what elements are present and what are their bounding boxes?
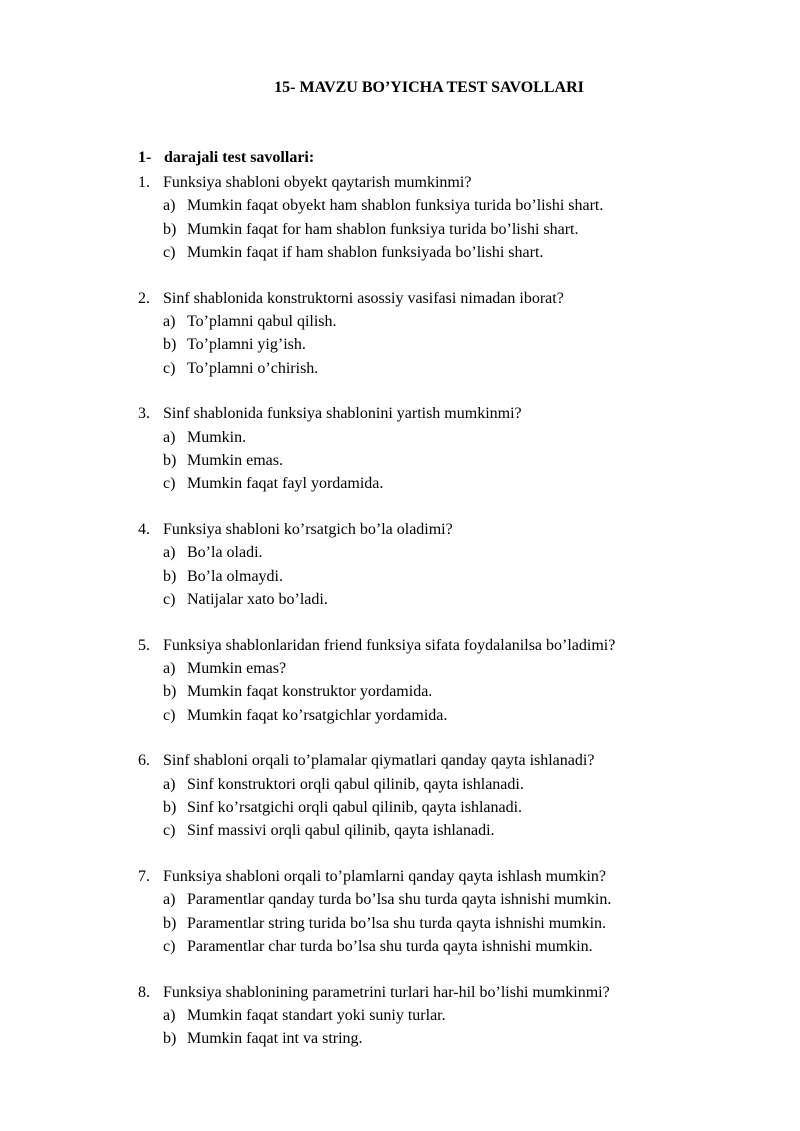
option-text: Mumkin emas? xyxy=(187,660,287,678)
question-number: 5. xyxy=(138,636,150,654)
answer-option xyxy=(138,796,758,819)
option-letter: b) xyxy=(163,914,177,932)
option-text: Sinf massivi orqli qabul qilinib, qayta ishlanadi. xyxy=(187,822,495,840)
answer-option xyxy=(138,912,758,935)
answer-option xyxy=(138,704,758,727)
option-text: Mumkin. xyxy=(187,428,247,446)
option-text: Mumkin faqat for ham shablon funksiya turida bo’lishi shart. xyxy=(187,220,579,238)
option-letter: b) xyxy=(163,336,177,354)
option-letter: a) xyxy=(163,891,176,909)
answer-option xyxy=(138,1027,758,1050)
answer-option xyxy=(138,657,758,680)
answer-option xyxy=(138,541,758,564)
option-text: Mumkin faqat int va string. xyxy=(187,1030,363,1048)
option-text: Bo’la olmaydi. xyxy=(187,567,283,585)
answer-option xyxy=(138,194,758,217)
question-line xyxy=(138,749,758,772)
option-letter: c) xyxy=(163,243,176,261)
option-text: Bo’la oladi. xyxy=(187,544,263,562)
answer-option xyxy=(138,426,758,449)
option-letter: a) xyxy=(163,544,176,562)
question-line xyxy=(138,402,758,425)
question-item xyxy=(138,171,758,264)
question-item xyxy=(138,981,758,1051)
answer-option xyxy=(138,333,758,356)
question-line xyxy=(138,865,758,888)
question-item xyxy=(138,749,758,842)
question-number: 6. xyxy=(138,752,150,770)
option-text: Mumkin faqat konstruktor yordamida. xyxy=(187,683,433,701)
answer-option xyxy=(138,565,758,588)
option-letter: c) xyxy=(163,938,176,956)
option-letter: b) xyxy=(163,1030,177,1048)
question-number: 7. xyxy=(138,868,150,886)
option-letter: c) xyxy=(163,475,176,493)
option-letter: a) xyxy=(163,660,176,678)
question-text: Funksiya shabloni obyekt qaytarish mumkinmi? xyxy=(163,174,472,191)
option-letter: b) xyxy=(163,683,177,701)
question-text: Sinf shablonida konstruktorni asossiy vasifasi nimadan iborat? xyxy=(163,289,564,307)
answer-option xyxy=(138,888,758,911)
option-text: Mumkin emas. xyxy=(187,451,283,469)
option-text: Mumkin faqat standart yoki suniy turlar. xyxy=(187,1007,446,1025)
question-item xyxy=(138,634,758,727)
question-number: 2. xyxy=(138,289,150,307)
section-heading-text: darajali test savollari: xyxy=(164,149,315,166)
option-text: Sinf ko’rsatgichi orqli qabul qilinib, qayta ishlanadi. xyxy=(187,799,523,817)
option-letter: a) xyxy=(163,197,176,215)
answer-option xyxy=(138,310,758,333)
option-letter: a) xyxy=(163,428,176,446)
question-text: Funksiya shabloni ko’rsatgich bo’la oladimi? xyxy=(163,521,453,539)
question-number: 4. xyxy=(138,521,150,539)
question-item xyxy=(138,287,758,380)
option-text: To’plamni yig’ish. xyxy=(187,336,306,354)
option-letter: c) xyxy=(163,706,176,724)
question-text: Funksiya shablonlaridan friend funksiya sifata foydalanilsa bo’ladimi? xyxy=(163,636,616,654)
answer-option xyxy=(138,1004,758,1027)
option-letter: c) xyxy=(163,590,176,608)
option-text: Mumkin faqat if ham shablon funksiyada bo’lishi shart. xyxy=(187,243,544,261)
answer-option xyxy=(138,449,758,472)
question-text: Sinf shablonida funksiya shablonini yartish mumkinmi? xyxy=(163,405,522,423)
answer-option xyxy=(138,680,758,703)
option-letter: c) xyxy=(163,359,176,377)
question-line xyxy=(138,518,758,541)
question-line xyxy=(138,287,758,310)
option-text: Paramentlar string turida bo’lsa shu turda qayta ishnishi mumkin. xyxy=(187,914,607,932)
question-item xyxy=(138,402,758,495)
question-line xyxy=(138,634,758,657)
option-letter: b) xyxy=(163,451,177,469)
answer-option xyxy=(138,773,758,796)
question-line xyxy=(138,171,758,194)
option-letter: b) xyxy=(163,220,177,238)
option-text: Natijalar xato bo’ladi. xyxy=(187,590,328,608)
answer-option xyxy=(138,357,758,380)
question-text: Sinf shabloni orqali to’plamalar qiymatlari qanday qayta ishlanadi? xyxy=(163,752,595,770)
option-text: Paramentlar char turda bo’lsa shu turda qayta ishnishi mumkin. xyxy=(187,938,593,956)
option-letter: a) xyxy=(163,775,176,793)
option-letter: a) xyxy=(163,312,176,330)
question-number: 1. xyxy=(138,174,150,191)
section-number: 1- xyxy=(138,149,152,166)
question-text: Funksiya shabloni orqali to’plamlarni qanday qayta ishlash mumkin? xyxy=(163,868,607,886)
question-list xyxy=(138,171,758,1073)
answer-option xyxy=(138,218,758,241)
page-title: 15- MAVZU BO’YICHA TEST SAVOLLARI xyxy=(274,79,584,96)
option-text: To’plamni o’chirish. xyxy=(187,359,319,377)
section-heading xyxy=(138,148,314,168)
option-text: Mumkin faqat obyekt ham shablon funksiya turida bo’lishi shart. xyxy=(187,197,604,215)
answer-option xyxy=(138,588,758,611)
question-number: 8. xyxy=(138,983,150,1001)
option-letter: c) xyxy=(163,822,176,840)
question-number: 3. xyxy=(138,405,150,423)
question-text: Funksiya shablonining parametrini turlari har-hil bo’lishi mumkinmi? xyxy=(163,983,610,1001)
question-item xyxy=(138,865,758,958)
option-letter: b) xyxy=(163,567,177,585)
answer-option xyxy=(138,472,758,495)
option-letter: a) xyxy=(163,1007,176,1025)
option-text: Mumkin faqat ko’rsatgichlar yordamida. xyxy=(187,706,448,724)
answer-option xyxy=(138,241,758,264)
option-letter: b) xyxy=(163,799,177,817)
option-text: To’plamni qabul qilish. xyxy=(187,312,337,330)
option-text: Paramentlar qanday turda bo’lsa shu turda qayta ishnishi mumkin. xyxy=(187,891,612,909)
question-item xyxy=(138,518,758,611)
option-text: Sinf konstruktori orqli qabul qilinib, qayta ishlanadi. xyxy=(187,775,524,793)
question-line xyxy=(138,981,758,1004)
answer-option xyxy=(138,819,758,842)
answer-option xyxy=(138,935,758,958)
option-text: Mumkin faqat fayl yordamida. xyxy=(187,475,384,493)
